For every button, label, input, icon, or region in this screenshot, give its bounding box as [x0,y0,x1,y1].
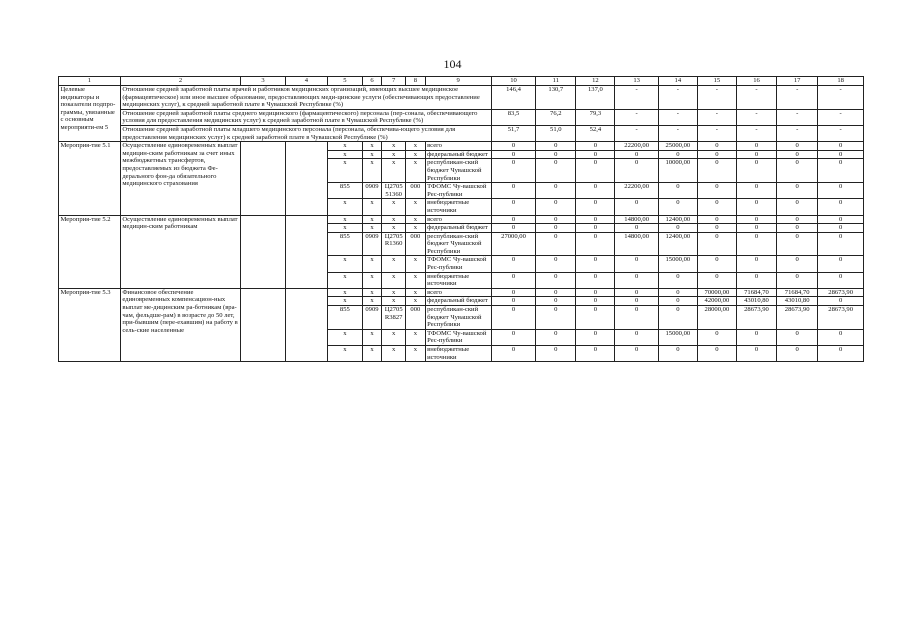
value-cell: 0 [576,199,615,215]
value-cell: - [736,86,776,110]
column-header: 10 [491,77,535,86]
value-cell: 0 [736,159,776,183]
value-cell: - [736,125,776,141]
value-cell: 0 [818,329,864,345]
code-cell: x [362,150,382,159]
funding-source: ТФОМС Чу-вашской Рес-публики [425,329,491,345]
funding-source: ТФОМС Чу-вашской Рес-публики [425,183,491,199]
measure-description: Осуществление единовременных выплат медицин-ским работникам за счет иных межбюджетных трансфертов, предоставляемых из бюджета Фе-дерального фон-да обязательного медицинского страхования [120,142,240,215]
table-row [59,86,864,110]
value-cell: - [658,125,697,141]
value-cell: 43010,80 [736,297,776,306]
funding-source: всего [425,215,491,224]
code-cell: Ц2705 51360 [382,183,406,199]
value-cell: - [777,86,818,110]
value-cell: 0 [615,159,658,183]
value-cell: 0 [576,183,615,199]
value-cell: 137,0 [576,86,615,110]
column-header: 16 [736,77,776,86]
code-cell: x [362,346,382,362]
funding-source: федеральный бюджет [425,224,491,233]
value-cell: - [658,109,697,125]
value-cell: 0 [777,346,818,362]
code-cell: 855 [328,183,363,199]
value-cell: 0 [697,272,736,288]
value-cell: 0 [777,150,818,159]
value-cell: - [615,125,658,141]
value-cell: 0 [818,297,864,306]
value-cell: 79,3 [576,109,615,125]
code-cell: x [328,346,363,362]
value-cell: - [777,125,818,141]
value-cell: 0 [491,215,535,224]
value-cell: 0 [576,215,615,224]
value-cell: 0 [576,288,615,297]
value-cell: 0 [777,142,818,151]
code-cell: x [362,297,382,306]
measure-name: Мероприя-тие 5.3 [59,288,121,361]
responsible-cell [241,215,285,288]
value-cell: 0 [777,272,818,288]
value-cell: 0 [491,224,535,233]
code-cell: x [362,215,382,224]
value-cell: 0 [536,199,576,215]
value-cell: 0 [576,272,615,288]
participants-cell [285,288,327,361]
code-cell: x [362,256,382,272]
value-cell: 0 [615,272,658,288]
column-header: 7 [382,77,406,86]
code-cell: x [382,224,406,233]
code-cell: x [382,346,406,362]
column-header: 14 [658,77,697,86]
value-cell: 0 [818,232,864,256]
code-cell: x [328,297,363,306]
value-cell: 14800,00 [615,215,658,224]
value-cell: 0 [615,329,658,345]
responsible-cell [241,288,285,361]
value-cell: 0 [491,329,535,345]
value-cell: 0 [576,297,615,306]
code-cell: x [406,272,426,288]
funding-source: всего [425,288,491,297]
code-cell: x [382,288,406,297]
funding-source: всего [425,142,491,151]
value-cell: 0 [536,346,576,362]
measure-description: Финансовое обеспечение единовременных компенсацион-ных выплат ме-дицинским ра-ботникам (вра-чам, фельдше-рам) в возрасте до 50 лет, при-бывшим (пере-ехавшим) на работу в сель-ские населенные [120,288,240,361]
value-cell: 25000,00 [658,142,697,151]
value-cell: - [615,109,658,125]
value-cell: 0 [615,288,658,297]
value-cell: 0 [697,150,736,159]
value-cell: 70000,00 [697,288,736,297]
code-cell: x [406,297,426,306]
value-cell: 0 [536,150,576,159]
column-header: 18 [818,77,864,86]
value-cell: 146,4 [491,86,535,110]
funding-source: республикан-ский бюджет Чувашской Республики [425,232,491,256]
value-cell: 0 [615,150,658,159]
value-cell: 0 [491,272,535,288]
code-cell: x [406,346,426,362]
value-cell: 0 [536,159,576,183]
funding-source: республикан-ский бюджет Чувашской Республики [425,159,491,183]
participants-cell [285,142,327,215]
funding-source: федеральный бюджет [425,297,491,306]
code-cell: x [328,256,363,272]
code-cell: 000 [406,183,426,199]
code-cell: x [382,329,406,345]
value-cell: 0 [736,150,776,159]
value-cell: 0 [536,224,576,233]
value-cell: 0 [491,346,535,362]
target-group-label: Целевые индикаторы и показатели подпро-граммы, увязанные с основным мероприяти-ем 5 [59,86,121,142]
value-cell: 51,0 [536,125,576,141]
value-cell: 0 [658,199,697,215]
value-cell: - [736,109,776,125]
value-cell: 0 [536,272,576,288]
value-cell: 0 [658,183,697,199]
indicator-text: Отношение средней заработной платы врачей и работников медицинских организаций, имеющих высшее медицинское (фармацевтическое) или иное высшее образование, предоставляющих меди-цинские услуги (обеспечивающих предоставление медицинских услуг), к средней заработной плате в Чувашской Республике (%) [120,86,491,110]
table-row [59,215,864,224]
value-cell: 0 [536,232,576,256]
code-cell: x [406,329,426,345]
code-cell: x [362,199,382,215]
value-cell: 0 [658,272,697,288]
column-header: 6 [362,77,382,86]
value-cell: 28673,90 [818,306,864,330]
code-cell: x [406,159,426,183]
value-cell: 0 [491,159,535,183]
value-cell: 42000,00 [697,297,736,306]
value-cell: 0 [491,297,535,306]
value-cell: 0 [536,183,576,199]
value-cell: 0 [818,150,864,159]
column-header-row [59,77,864,86]
value-cell: 0 [491,142,535,151]
code-cell: 000 [406,306,426,330]
value-cell: 0 [736,232,776,256]
column-header: 3 [241,77,285,86]
column-header: 5 [328,77,363,86]
value-cell: 0 [777,215,818,224]
value-cell: 0 [697,142,736,151]
value-cell: 0 [658,346,697,362]
column-header: 9 [425,77,491,86]
value-cell: 0 [576,232,615,256]
value-cell: 0 [491,183,535,199]
funding-source: ТФОМС Чу-вашской Рес-публики [425,256,491,272]
code-cell: x [328,272,363,288]
value-cell: 28673,90 [818,288,864,297]
value-cell: 0 [576,150,615,159]
value-cell: 22200,00 [615,142,658,151]
value-cell: 71684,70 [777,288,818,297]
table-row [59,109,864,125]
value-cell: 0 [658,224,697,233]
value-cell: 0 [736,199,776,215]
value-cell: 83,5 [491,109,535,125]
value-cell: 0 [658,288,697,297]
value-cell: 0 [777,199,818,215]
value-cell: 22200,00 [615,183,658,199]
value-cell: 0 [491,288,535,297]
value-cell: 0 [576,256,615,272]
value-cell: 130,7 [536,86,576,110]
value-cell: 0 [818,272,864,288]
value-cell: 0 [697,159,736,183]
funding-source: внебюджетные источники [425,346,491,362]
code-cell: x [382,150,406,159]
column-header: 13 [615,77,658,86]
value-cell: 0 [615,297,658,306]
value-cell: 15000,00 [658,256,697,272]
value-cell: 52,4 [576,125,615,141]
table-row [59,125,864,141]
budget-table [58,76,864,362]
code-cell: x [362,224,382,233]
value-cell: - [658,86,697,110]
value-cell: 76,2 [536,109,576,125]
value-cell: 0 [536,256,576,272]
value-cell: 0 [536,297,576,306]
value-cell: 0 [697,215,736,224]
value-cell: 0 [615,256,658,272]
value-cell: 15000,00 [658,329,697,345]
value-cell: 0 [697,232,736,256]
code-cell: x [362,159,382,183]
value-cell: 0 [615,346,658,362]
value-cell: 0 [736,215,776,224]
value-cell: 0 [736,224,776,233]
value-cell: 0 [576,142,615,151]
code-cell: 0909 [362,232,382,256]
value-cell: 10000,00 [658,159,697,183]
code-cell: x [362,142,382,151]
code-cell: x [382,142,406,151]
value-cell: - [818,86,864,110]
value-cell: 0 [736,256,776,272]
column-header: 17 [777,77,818,86]
value-cell: 0 [777,232,818,256]
value-cell: 0 [818,215,864,224]
value-cell: 0 [536,288,576,297]
value-cell: 0 [491,150,535,159]
value-cell: 0 [697,256,736,272]
value-cell: 0 [736,142,776,151]
value-cell: 43010,80 [777,297,818,306]
funding-source: внебюджетные источники [425,272,491,288]
value-cell: 0 [536,142,576,151]
value-cell: 0 [658,150,697,159]
code-cell: x [328,215,363,224]
code-cell: x [406,142,426,151]
value-cell: 0 [777,183,818,199]
column-header: 1 [59,77,121,86]
code-cell: x [382,256,406,272]
measure-name: Мероприя-тие 5.1 [59,142,121,215]
funding-source: федеральный бюджет [425,150,491,159]
participants-cell [285,215,327,288]
code-cell: x [362,329,382,345]
value-cell: 0 [576,159,615,183]
column-header: 15 [697,77,736,86]
value-cell: 0 [818,199,864,215]
indicator-text: Отношение средней заработной платы среднего медицинского (фармацевтического) персонала (пер-сонала, обеспечивающего условия для предоставления медицинских услуг) к средней заработной плате в Чувашской Республике (%) [120,109,491,125]
column-header: 12 [576,77,615,86]
code-cell: x [328,329,363,345]
value-cell: 0 [736,272,776,288]
code-cell: x [328,159,363,183]
column-header: 8 [406,77,426,86]
code-cell: Ц2705 R3827 [382,306,406,330]
value-cell: 14800,00 [615,232,658,256]
table-row [59,142,864,151]
value-cell: - [697,109,736,125]
value-cell: 0 [536,329,576,345]
value-cell: 0 [777,159,818,183]
measure-description: Осуществление единовременных выплат медицин-ским работникам [120,215,240,288]
value-cell: 0 [615,199,658,215]
code-cell: 0909 [362,306,382,330]
code-cell: 855 [328,306,363,330]
value-cell: 0 [491,256,535,272]
value-cell: 0 [615,306,658,330]
value-cell: 0 [658,297,697,306]
value-cell: - [818,109,864,125]
value-cell: 0 [576,329,615,345]
value-cell: 0 [576,224,615,233]
code-cell: 0909 [362,183,382,199]
code-cell: x [328,224,363,233]
value-cell: 0 [736,329,776,345]
value-cell: 28673,90 [736,306,776,330]
value-cell: 0 [697,346,736,362]
code-cell: x [382,297,406,306]
value-cell: 51,7 [491,125,535,141]
value-cell: 0 [697,199,736,215]
value-cell: 28673,90 [777,306,818,330]
value-cell: 0 [576,306,615,330]
value-cell: 12400,00 [658,232,697,256]
value-cell: 0 [818,256,864,272]
value-cell: 0 [491,306,535,330]
code-cell: x [362,272,382,288]
code-cell: x [328,199,363,215]
code-cell: x [382,272,406,288]
code-cell: x [328,288,363,297]
value-cell: 0 [491,199,535,215]
code-cell: x [406,224,426,233]
value-cell: - [818,125,864,141]
value-cell: 0 [697,224,736,233]
value-cell: 0 [777,329,818,345]
value-cell: - [697,86,736,110]
value-cell: 0 [697,183,736,199]
value-cell: - [777,109,818,125]
code-cell: Ц2705 R1360 [382,232,406,256]
code-cell: x [382,159,406,183]
value-cell: 12400,00 [658,215,697,224]
column-header: 2 [120,77,240,86]
value-cell: 0 [736,183,776,199]
measure-name: Мероприя-тие 5.2 [59,215,121,288]
value-cell: - [697,125,736,141]
value-cell: 28000,00 [697,306,736,330]
value-cell: 0 [736,346,776,362]
value-cell: 0 [536,215,576,224]
value-cell: 0 [658,306,697,330]
value-cell: 0 [576,346,615,362]
funding-source: внебюджетные источники [425,199,491,215]
responsible-cell [241,142,285,215]
value-cell: 71684,70 [736,288,776,297]
code-cell: x [362,288,382,297]
value-cell: 0 [697,329,736,345]
code-cell: x [382,215,406,224]
value-cell: 0 [615,224,658,233]
value-cell: 0 [818,142,864,151]
code-cell: 000 [406,232,426,256]
value-cell: 0 [777,256,818,272]
code-cell: x [406,256,426,272]
page-number: 104 [443,57,462,71]
value-cell: 0 [818,346,864,362]
code-cell: x [406,199,426,215]
code-cell: 855 [328,232,363,256]
table-row [59,288,864,297]
value-cell: - [615,86,658,110]
column-header: 11 [536,77,576,86]
column-header: 4 [285,77,327,86]
value-cell: 0 [818,159,864,183]
code-cell: x [328,150,363,159]
value-cell: 0 [818,183,864,199]
value-cell: 27000,00 [491,232,535,256]
code-cell: x [382,199,406,215]
funding-source: республикан-ский бюджет Чувашской Республики [425,306,491,330]
code-cell: x [406,288,426,297]
code-cell: x [406,215,426,224]
indicator-text: Отношение средней заработной платы младшего медицинского персонала (персонала, обеспечива-ющего условия для предоставления медицинских услуг) к средней заработной плате в Чувашской Республике (%) [120,125,491,141]
code-cell: x [328,142,363,151]
value-cell: 0 [818,224,864,233]
value-cell: 0 [777,224,818,233]
value-cell: 0 [536,306,576,330]
code-cell: x [406,150,426,159]
